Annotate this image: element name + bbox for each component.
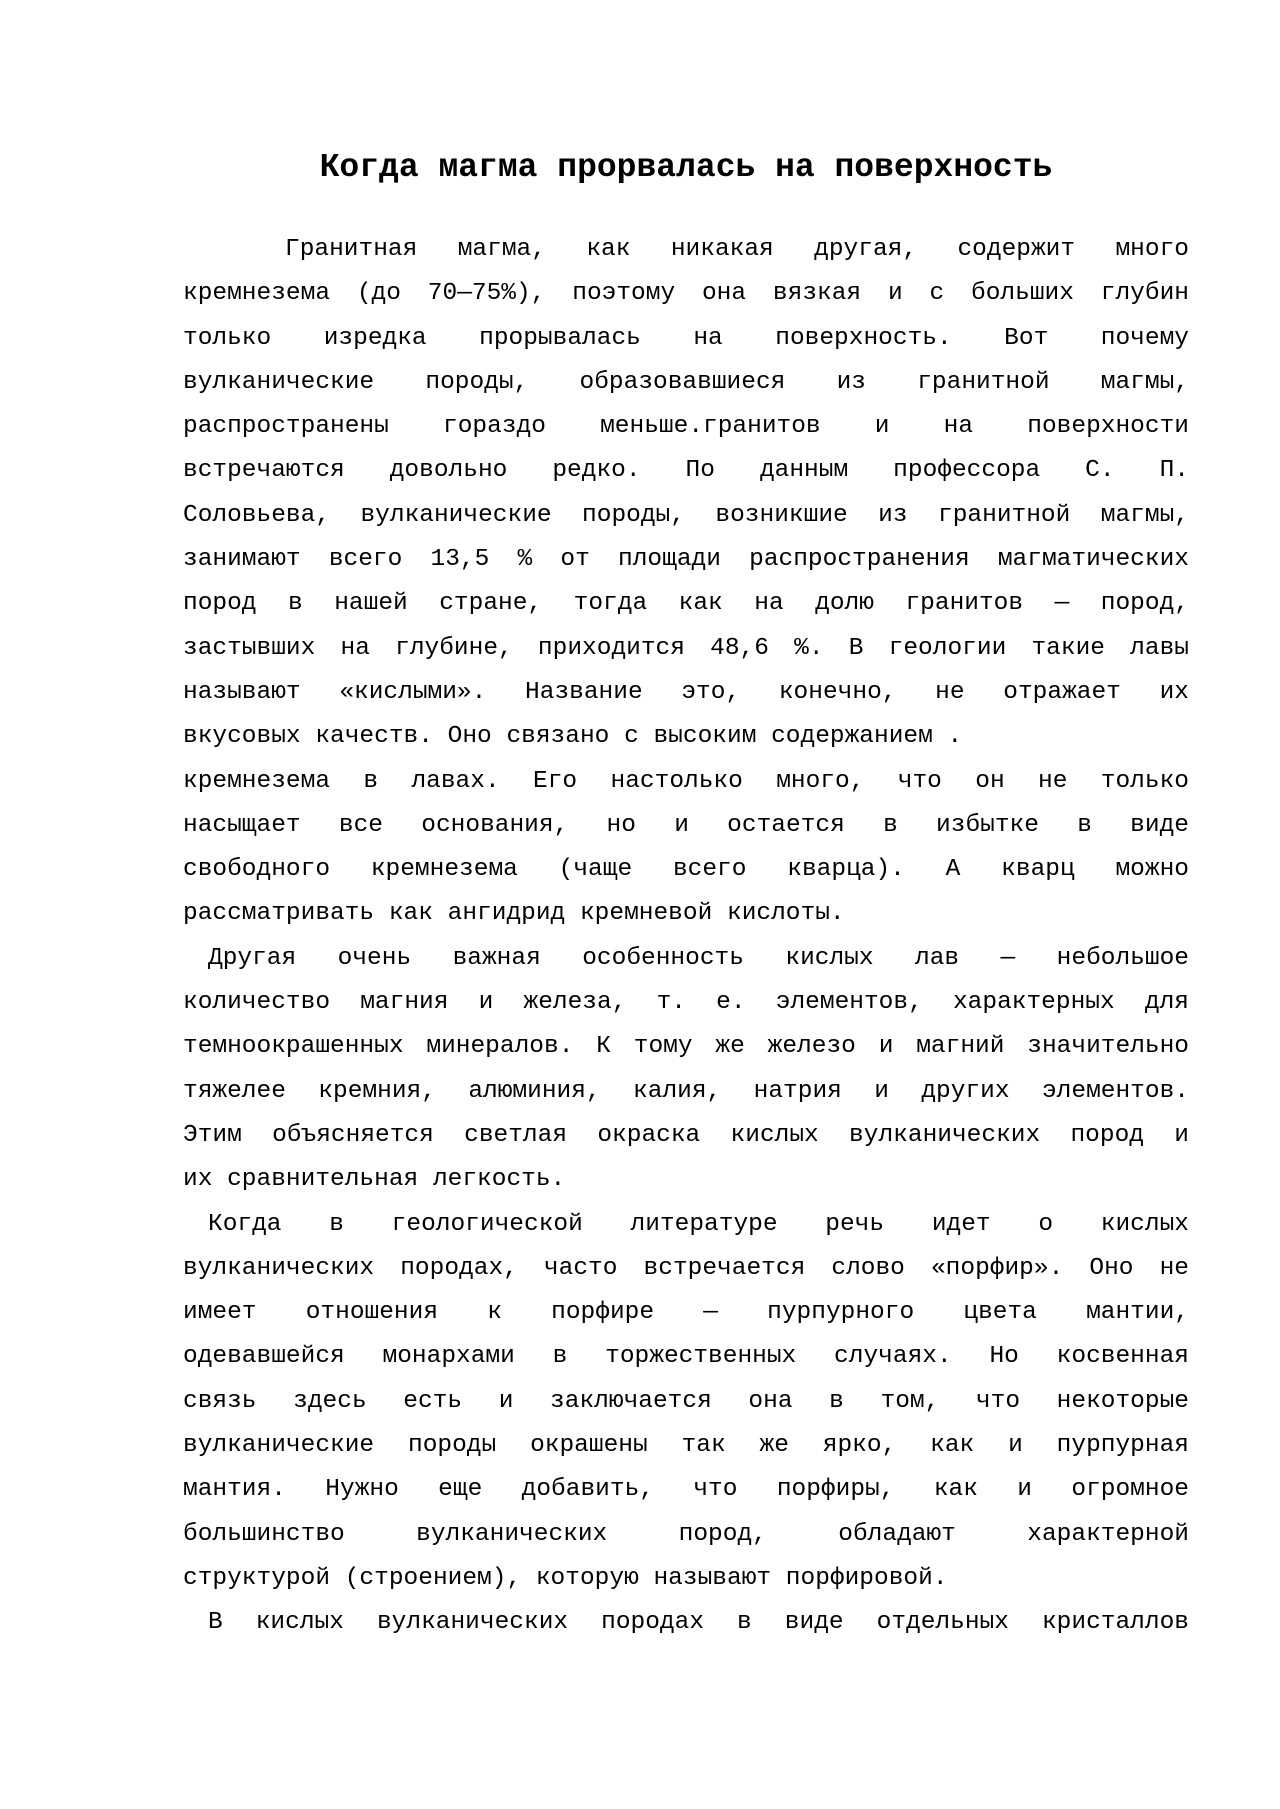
text-line: Другая очень важная особенность кислых лав — небольшое [208, 944, 1189, 972]
text-line: вкусовых качеств. Оно связано с высоким содержанием . [183, 723, 963, 751]
text-line: вулканических породах, часто встречается слово «порфир». Оно не [183, 1254, 1189, 1282]
document-body [183, 228, 1189, 1646]
text-line: их сравнительная легкость. [183, 1166, 566, 1194]
text-line: мантия. Нужно еще добавить, что порфиры, как и огромное [183, 1476, 1189, 1504]
text-line: насыщает все основания, но и остается в избытке в виде [183, 811, 1189, 839]
text-line: имеет отношения к порфире — пурпурного цвета мантии, [183, 1299, 1189, 1327]
text-line: большинство вулканических пород, обладают характерной [183, 1520, 1189, 1548]
text-line: одевавшейся монархами в торжественных случаях. Но косвенная [183, 1343, 1189, 1371]
text-line: кремнезема в лавах. Его настолько много, что он не только [183, 767, 1189, 795]
document-title: Когда магма прорвалась на поверхность [319, 149, 1053, 186]
text-line: вулканические породы окрашены так же ярко, как и пурпурная [183, 1432, 1189, 1460]
text-line: Соловьева, вулканические породы, возникшие из гранитной магмы, [183, 501, 1189, 529]
text-line: распространены гораздо меньше.гранитов и на поверхности [183, 413, 1189, 441]
text-line: вулканические породы, образовавшиеся из гранитной магмы, [183, 368, 1189, 396]
text-line: количество магния и железа, т. е. элементов, характерных для [183, 989, 1189, 1017]
text-line: структурой (строением), которую называют порфировой. [183, 1564, 948, 1592]
text-line: только изредка прорывалась на поверхность. Вот почему [183, 324, 1189, 352]
text-line: рассматривать как ангидрид кремневой кислоты. [183, 900, 845, 928]
text-line: называют «кислыми». Название это, конечно, не отражает их [183, 678, 1189, 706]
text-line: В кислых вулканических породах в виде отдельных кристаллов [208, 1609, 1189, 1637]
text-line: занимают всего 13,5 % от площади распространения магматических [183, 546, 1189, 574]
text-line: встречаются довольно редко. По данным профессора С. П. [183, 457, 1189, 485]
text-line: пород в нашей стране, тогда как на долю гранитов — пород, [183, 590, 1189, 618]
text-line: связь здесь есть и заключается она в том, что некоторые [183, 1387, 1189, 1415]
text-line: Когда в геологической литературе речь идет о кислых [208, 1210, 1189, 1238]
text-line: свободного кремнезема (чаще всего кварца). А кварц можно [183, 856, 1189, 884]
text-line: Гранитная магма, как никакая другая, содержит много [285, 236, 1189, 263]
text-line: застывших на глубине, приходится 48,6 %. В геологии такие лавы [183, 634, 1189, 662]
text-line: Этим объясняется светлая окраска кислых вулканических пород и [183, 1121, 1189, 1149]
text-line: тяжелее кремния, алюминия, калия, натрия и других элементов. [183, 1077, 1189, 1105]
text-line: темноокрашенных минералов. К тому же железо и магний значительно [183, 1033, 1189, 1061]
text-line: кремнезема (до 70—75%), поэтому она вязкая и с больших глубин [183, 280, 1189, 308]
